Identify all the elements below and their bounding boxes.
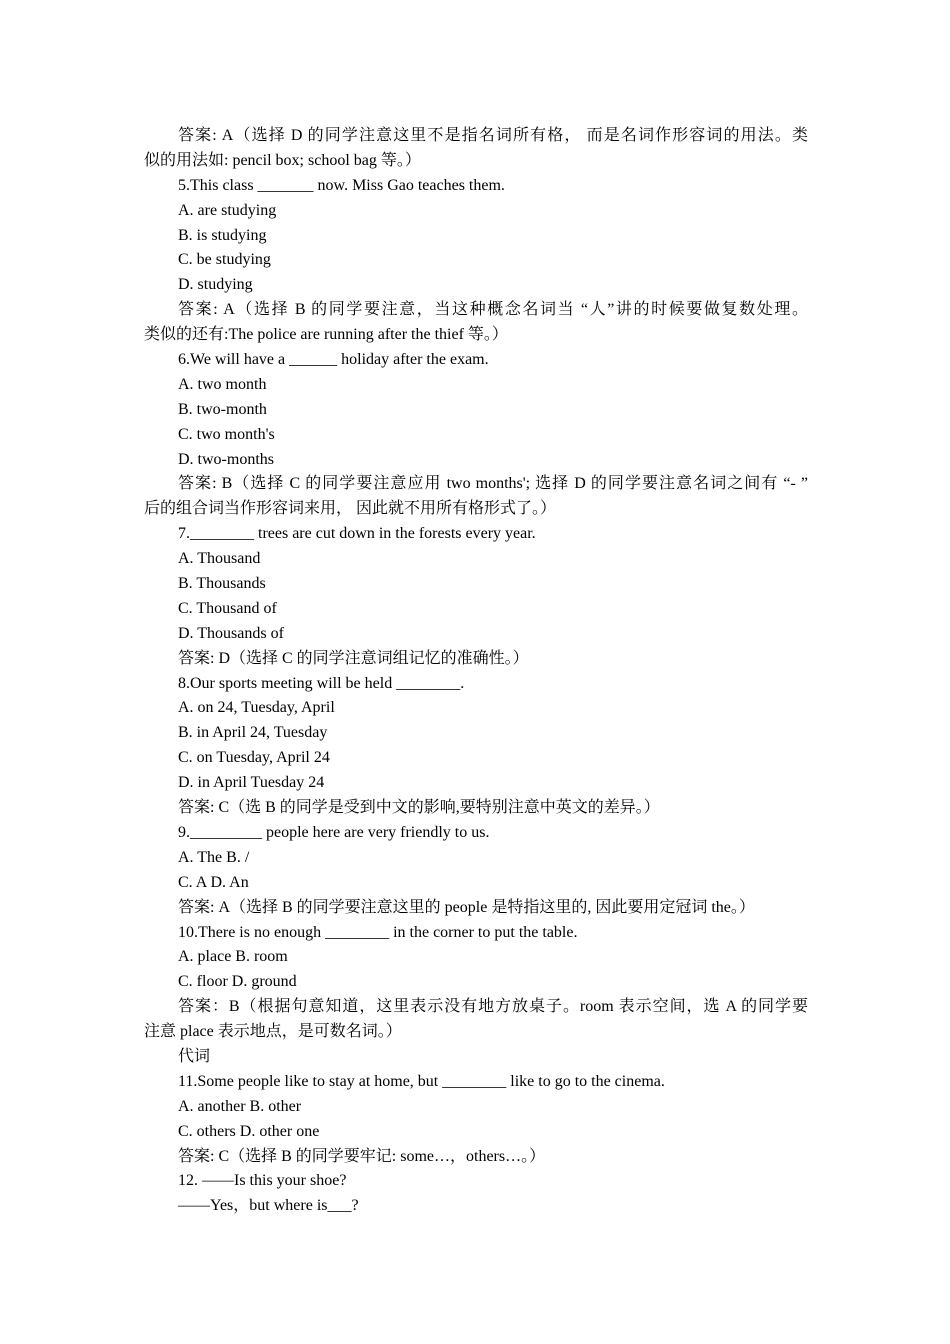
text-line: D. studying [178,276,253,294]
text-line: 答案: A（选择 B 的同学要注意这里的 people 是特指这里的, 因此要用定冠词 the。） [178,898,755,916]
text-line: 注意 place 表示地点，是可数名词。） [144,1023,402,1041]
text-line: A. are studying [178,201,277,219]
text-line: A. on 24, Tuesday, April [178,699,335,717]
text-line: B. Thousands [178,575,266,593]
text-line: 答案: D（选择 C 的同学注意词组记忆的准确性。） [178,649,529,667]
text-line: 9._________ people here are very friendly to us. [178,823,490,841]
text-line: C. floor D. ground [178,973,297,991]
text-line: 5.This class _______ now. Miss Gao teaches them. [178,176,505,194]
text-line: D. Thousands of [178,624,284,642]
text-line: 答案：B（根据句意知道，这里表示没有地方放桌子。room 表示空间，选 A 的同学要 [178,998,808,1016]
document-body [144,124,808,1219]
text-line: 12. ——Is this your shoe? [178,1172,347,1190]
text-line: 答案: C（选择 B 的同学要牢记: some…，others…。） [178,1147,546,1165]
text-line: 答案: B（选择 C 的同学要注意应用 two months'; 选择 D 的同学要注意名词之间有 “- ” [178,475,808,493]
text-line: A. place B. room [178,948,288,966]
text-line: 后的组合词当作形容词来用， 因此就不用所有格形式了。） [144,500,557,518]
text-line: C. A D. An [178,873,249,891]
text-line: C. others D. other one [178,1122,320,1140]
text-line: ——Yes，but where is___? [178,1197,359,1215]
text-line: A. The B. / [178,848,250,866]
text-line: 类似的还有:The police are running after the thief 等。） [144,326,508,344]
text-line: 8.Our sports meeting will be held ________. [178,674,465,692]
text-line: C. be studying [178,251,271,269]
text-line: D. two-months [178,450,274,468]
text-line: 答案: A（选择 B 的同学要注意，当这种概念名词当 “人”讲的时候要做复数处理。 [178,301,808,319]
text-line: 6.We will have a ______ holiday after the exam. [178,351,489,369]
text-line: A. another B. other [178,1097,302,1115]
text-line: B. in April 24, Tuesday [178,724,328,742]
text-line: 7.________ trees are cut down in the forests every year. [178,525,536,543]
text-line: A. Thousand [178,550,261,568]
text-line: C. two month's [178,425,275,443]
text-line: 答案: A（选择 D 的同学注意这里不是指名词所有格， 而是名词作形容词的用法。类 [178,127,808,144]
text-line: D. in April Tuesday 24 [178,774,325,792]
text-line: 答案: C（选 B 的同学是受到中文的影响,要特别注意中英文的差异。） [178,799,660,817]
text-line: 代词 [178,1047,211,1065]
text-line: C. on Tuesday, April 24 [178,749,330,767]
text-line: 11.Some people like to stay at home, but ________ like to go to the cinema. [178,1072,665,1090]
text-line: B. two-month [178,400,267,418]
text-line: 10.There is no enough ________ in the corner to put the table. [178,923,578,941]
text-line: C. Thousand of [178,599,277,617]
text-line: A. two month [178,375,267,393]
text-line: B. is studying [178,226,267,244]
text-line: 似的用法如: pencil box; school bag 等。） [144,151,421,169]
